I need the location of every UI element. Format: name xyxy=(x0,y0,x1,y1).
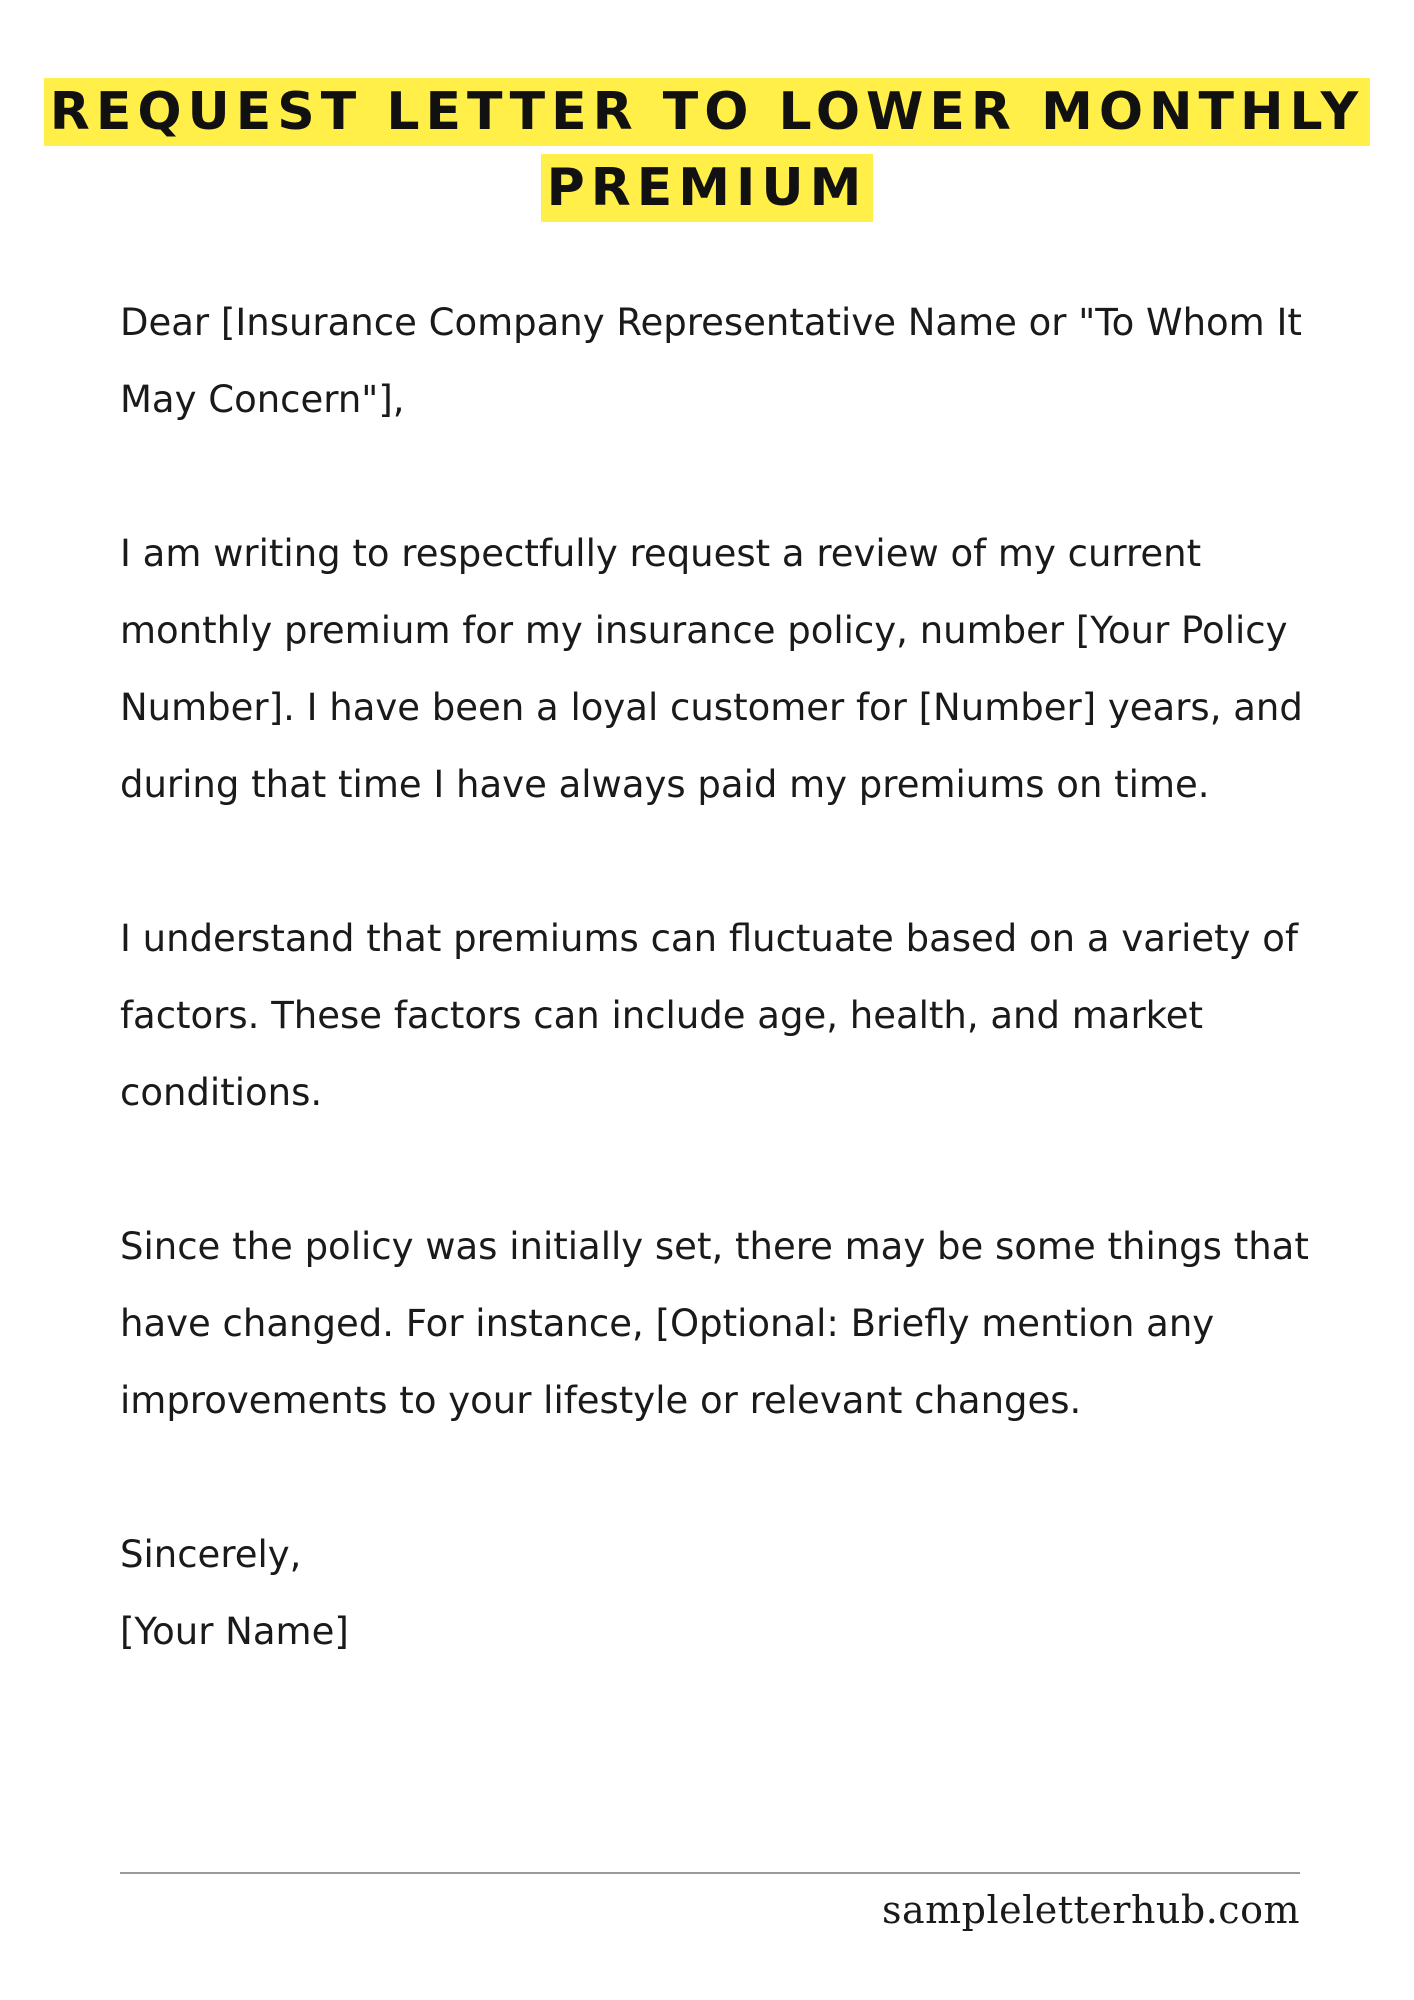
paragraph-3: Since the policy was initially set, there may be some things that have changed. For instance, [Optional: Briefly mention any improvements to your lifestyle or relevant changes. xyxy=(120,1225,1309,1422)
closing: Sincerely, xyxy=(120,1533,302,1576)
title-block xyxy=(0,74,1414,226)
paragraph-2: I understand that premiums can fluctuate based on a variety of factors. These factors can include age, health, and market conditions. xyxy=(120,917,1298,1114)
footer-divider xyxy=(120,1872,1300,1874)
salutation: Dear [Insurance Company Representative Name or "To Whom It May Concern"], xyxy=(120,301,1302,421)
footer-site: sampleletterhub.com xyxy=(881,1888,1300,1932)
signature: [Your Name] xyxy=(120,1610,349,1653)
page-title: REQUEST LETTER TO LOWER MONTHLY PREMIUM xyxy=(44,78,1370,222)
paragraph-1: I am writing to respectfully request a review of my current monthly premium for my insurance policy, number [Your Policy Number]. I have been a loyal customer for [Number] years, and during that time I have always paid my premiums on time. xyxy=(120,532,1303,806)
letter-body xyxy=(120,284,1360,1670)
